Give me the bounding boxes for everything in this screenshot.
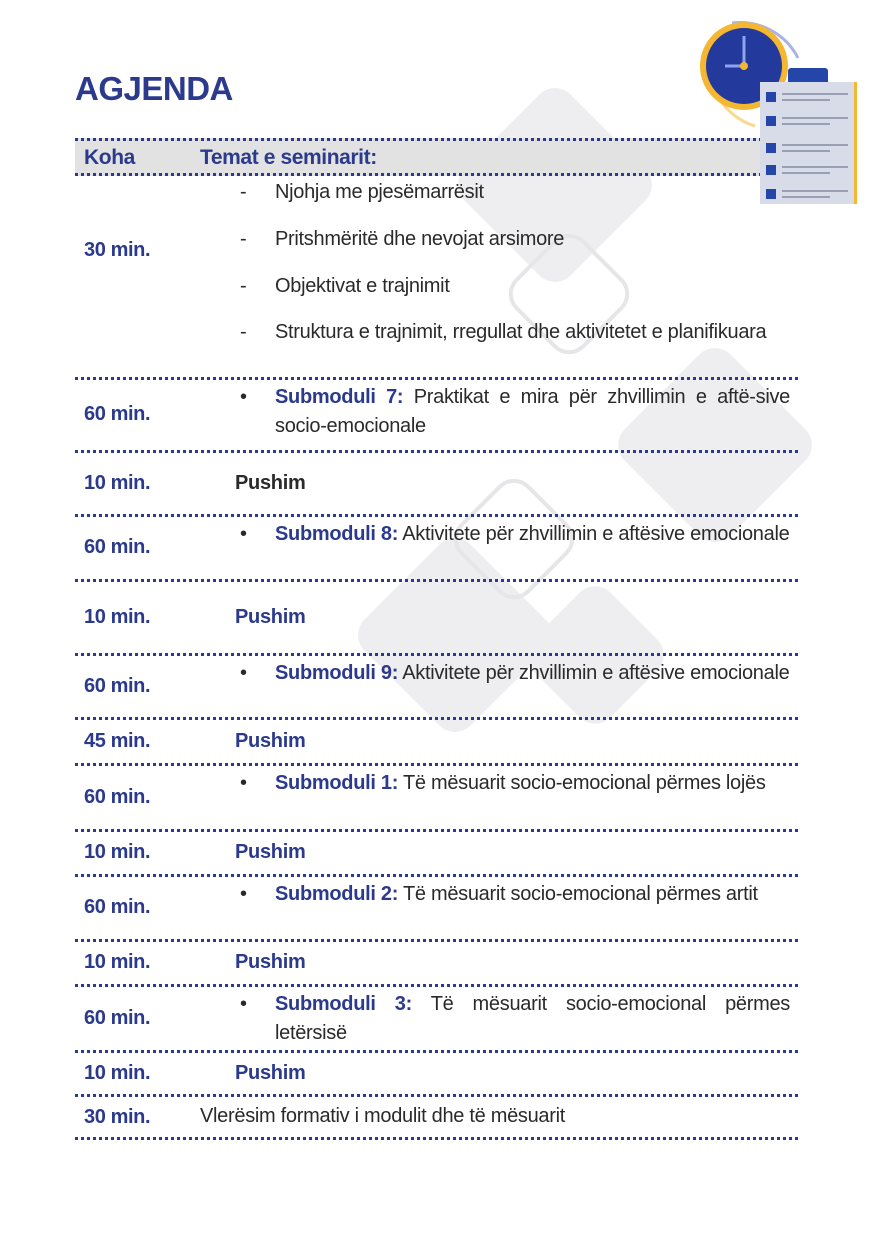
row-time: 60 min. — [84, 1006, 151, 1029]
submodule-text: Të mësuarit socio-emocional përmes letërsisë — [275, 993, 790, 1044]
item-text: Pritshmëritë dhe nevojat arsimore — [275, 228, 565, 250]
submodule-label: Submoduli 2: — [275, 883, 399, 905]
row-time: 60 min. — [84, 896, 151, 918]
list-item: - Objektivat e trajnimit — [240, 275, 450, 297]
row-time: 10 min. — [84, 1061, 151, 1084]
agenda-row-break — [75, 832, 798, 877]
row-time: 60 min. — [84, 536, 151, 558]
list-item — [240, 520, 790, 549]
submodule-label: Submoduli 1: — [275, 772, 399, 794]
agenda-row-intro — [75, 173, 798, 380]
header-time: Koha — [84, 146, 135, 169]
submodule-text: Të mësuarit socio-emocional përmes lojës — [398, 772, 766, 794]
row-time: 60 min. — [84, 674, 151, 697]
submodule-text: Aktivitete për zhvillimin e aftësive emocionale — [398, 662, 790, 684]
agenda-row-submodule — [75, 877, 798, 942]
submodule-label: Submoduli 3: — [275, 993, 412, 1015]
page-title: AGJENDA — [75, 70, 233, 107]
row-time: 30 min. — [84, 1106, 151, 1128]
row-time: 10 min. — [84, 605, 151, 628]
break-label: Pushim — [235, 605, 306, 628]
bullet-icon: • — [240, 386, 247, 408]
agenda-row-submodule — [75, 987, 798, 1053]
bullet-icon: • — [240, 662, 247, 684]
submodule-label: Submoduli 7: — [275, 386, 404, 408]
item-text: Struktura e trajnimit, rregullat dhe aktivitetet e planifikuara — [275, 321, 767, 343]
header-topics: Temat e seminarit: — [200, 146, 377, 169]
agenda-row-submodule — [75, 380, 798, 453]
break-label: Pushim — [235, 841, 306, 863]
agenda-row-submodule — [75, 656, 798, 720]
agenda-row-break — [75, 1053, 798, 1097]
bullet-icon: • — [240, 523, 247, 545]
list-item — [240, 769, 790, 798]
row-time: 10 min. — [84, 841, 151, 863]
list-item: - Pritshmëritë dhe nevojat arsimore — [240, 228, 565, 250]
agenda-row-break — [75, 453, 798, 517]
list-item — [240, 880, 790, 909]
row-time: 60 min. — [84, 403, 151, 425]
item-text: Objektivat e trajnimit — [275, 275, 450, 297]
break-label: Pushim — [235, 1061, 306, 1084]
row-time: 10 min. — [84, 951, 151, 973]
final-text: Vlerësim formativ i modulit dhe të mësuarit — [200, 1105, 566, 1127]
list-item: - Njohja me pjesëmarrësit — [240, 181, 484, 203]
agenda-row-submodule — [75, 517, 798, 582]
bullet-icon: • — [240, 772, 247, 794]
break-label: Pushim — [235, 951, 306, 973]
submodule-label: Submoduli 8: — [275, 523, 399, 545]
submodule-label: Submoduli 9: — [275, 662, 399, 684]
agenda-row-submodule — [75, 766, 798, 832]
agenda-row-break — [75, 720, 798, 766]
agenda-row-final — [75, 1097, 798, 1140]
list-item — [240, 383, 791, 441]
break-label: Pushim — [235, 471, 306, 494]
item-text: Njohja me pjesëmarrësit — [275, 181, 484, 203]
list-item: - Struktura e trajnimit, rregullat dhe aktivitetet e planifikuara — [240, 321, 767, 343]
agenda-row-break — [75, 582, 798, 656]
submodule-text: Praktikat e mira për zhvillimin e aftë-sive socio-emocionale — [275, 386, 791, 437]
list-item — [240, 659, 790, 688]
bullet-icon: • — [240, 883, 247, 905]
row-time: 10 min. — [84, 471, 151, 494]
submodule-text: Aktivitete për zhvillimin e aftësive emocionale — [398, 523, 790, 545]
submodule-text: Të mësuarit socio-emocional përmes artit — [398, 883, 758, 905]
bullet-icon: • — [240, 993, 247, 1015]
row-time: 45 min. — [84, 729, 151, 752]
agenda-row-break — [75, 942, 798, 987]
row-time: 60 min. — [84, 785, 151, 808]
row-time: 30 min. — [84, 239, 151, 261]
break-label: Pushim — [235, 729, 306, 752]
list-item — [240, 990, 790, 1048]
